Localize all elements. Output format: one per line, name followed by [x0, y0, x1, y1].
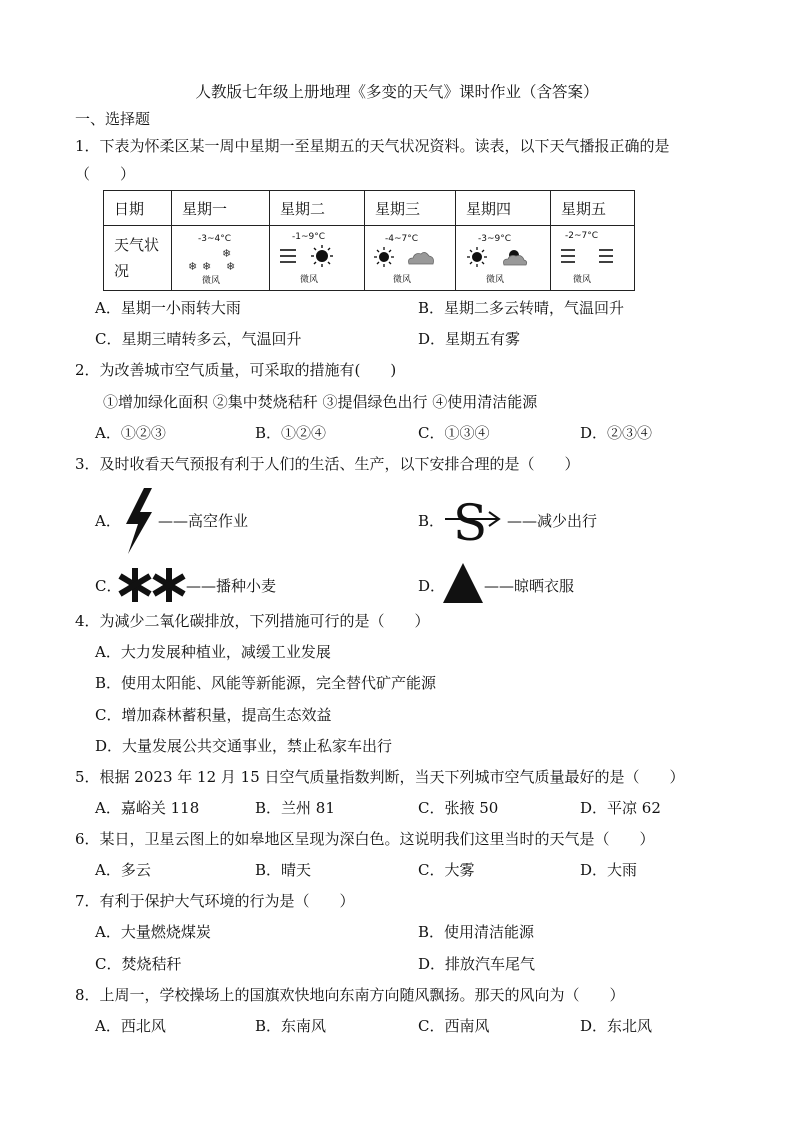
sunny-to-partly-cloudy-icon [466, 246, 530, 268]
q6-stem: 6．某日，卫星云图上的如皋地区呈现为深白色。这说明我们这里当时的天气是（ ） [75, 830, 655, 848]
q3-option-b-letter: B． [418, 512, 445, 530]
q2-option-d: D．②③④ [580, 424, 653, 442]
q5-option-d: D．平凉 62 [580, 799, 661, 817]
wind-tue: 微风 [300, 275, 319, 285]
svg-text:❄: ❄ [202, 260, 212, 272]
q3-stem: 3．及时收看天气预报有利于人们的生活、生产，以下安排合理的是（ ） [75, 455, 580, 473]
q1-stem: 1．下表为怀柔区某一周中星期一至星期五的天气状况资料。读表，以下天气播报正确的是 [75, 137, 670, 155]
q3-option-d-letter: D． [418, 577, 446, 595]
section-heading: 一、选择题 [75, 110, 151, 128]
q5-option-a: A．嘉峪关 118 [95, 799, 200, 817]
q8-option-b: B．东南风 [255, 1017, 327, 1035]
svg-text:S: S [453, 496, 488, 544]
q8-option-d: D．东北风 [580, 1017, 653, 1035]
fog-to-sunny-icon [278, 244, 338, 270]
svg-text:❄: ❄ [222, 247, 232, 260]
table-day-1: 星期一 [172, 191, 270, 226]
temp-fri: -2~7°C [565, 231, 599, 241]
wind-s-arrow-icon [445, 496, 505, 544]
q3-option-a-text: ——高空作业 [158, 512, 249, 530]
weather-cell-tue [270, 226, 365, 291]
q4-option-a: A．大力发展种植业，减缓工业发展 [95, 643, 331, 661]
table-day-3: 星期三 [365, 191, 456, 226]
q8-stem: 8．上周一，学校操场上的国旗欢快地向东南方向随风飘扬。那天的风向为（ ） [75, 986, 625, 1004]
weather-cell-fri [551, 226, 635, 291]
q7-option-a: A．大量燃烧煤炭 [95, 923, 211, 941]
q1-option-b: B．星期二多云转晴，气温回升 [418, 299, 625, 317]
q3-option-b-text: ——减少出行 [507, 512, 598, 530]
sandstorm-triangle-icon [442, 562, 484, 604]
q2-option-c: C．①③④ [418, 424, 490, 442]
q2-items: ①增加绿化面积 ②集中焚烧秸秆 ③提倡绿色出行 ④使用清洁能源 [103, 393, 538, 411]
q4-option-b: B．使用太阳能、风能等新能源，完全替代矿产能源 [95, 674, 437, 692]
q1-option-d: D．星期五有雾 [418, 330, 521, 348]
temp-wed: -4~7°C [385, 234, 419, 244]
q4-option-c: C．增加森林蓄积量，提高生态效益 [95, 706, 332, 724]
q5-option-c: C．张掖 50 [418, 799, 499, 817]
weather-cell-thu [456, 226, 551, 291]
sunny-to-cloudy-icon [373, 246, 437, 268]
temp-tue: -1~9°C [292, 232, 326, 242]
table-day-4: 星期四 [456, 191, 551, 226]
weather-table [103, 190, 635, 291]
q3-option-c-text: ——播种小麦 [186, 577, 277, 595]
svg-text:❄: ❄ [188, 260, 198, 272]
weather-cell-mon [172, 226, 270, 291]
page-title: 人教版七年级上册地理《多变的天气》课时作业（含答案） [195, 83, 599, 101]
q1-option-a: A．星期一小雨转大雨 [95, 299, 241, 317]
q5-option-b: B．兰州 81 [255, 799, 335, 817]
q8-option-c: C．西南风 [418, 1017, 490, 1035]
wind-mon: 微风 [202, 276, 221, 286]
q7-option-c: C．焚烧秸秆 [95, 955, 182, 973]
wind-thu: 微风 [486, 275, 505, 285]
q6-option-d: D．大雨 [580, 861, 638, 879]
q6-option-c: C．大雾 [418, 861, 475, 879]
weather-label-line1: 天气状 [114, 236, 160, 254]
q4-stem: 4．为减少二氧化碳排放，下列措施可行的是（ ） [75, 612, 430, 630]
q3-option-c-letter: C． [95, 577, 122, 595]
weather-cell-wed [365, 226, 456, 291]
table-header-date: 日期 [104, 191, 172, 226]
q7-option-d: D．排放汽车尾气 [418, 955, 536, 973]
q4-option-d: D．大量发展公共交通事业，禁止私家车出行 [95, 737, 393, 755]
wind-fri: 微风 [573, 275, 592, 285]
q3-option-a-letter: A． [95, 512, 121, 530]
temp-thu: -3~9°C [478, 234, 512, 244]
q2-stem: 2．为改善城市空气质量，可采取的措施有( ) [75, 361, 397, 379]
q8-option-a: A．西北风 [95, 1017, 166, 1035]
wind-wed: 微风 [393, 275, 412, 285]
q6-option-a: A．多云 [95, 861, 151, 879]
table-day-5: 星期五 [551, 191, 635, 226]
table-weather-label [104, 226, 172, 291]
q5-stem: 5．根据 2023 年 12 月 15 日空气质量指数判断，当天下列城市空气质量最好的是（ ） [75, 768, 685, 786]
heavy-snow-icon [118, 566, 188, 604]
q3-option-d-text: ——晾晒衣服 [484, 577, 575, 595]
temp-mon: -3~4°C [198, 234, 232, 244]
q1-paren: （ ） [75, 165, 136, 183]
q2-option-a: A．①②③ [95, 424, 166, 442]
snow-icon [186, 246, 246, 272]
svg-text:❄: ❄ [226, 260, 236, 272]
q2-option-b: B．①②④ [255, 424, 327, 442]
weather-label-line2: 况 [114, 262, 130, 280]
fog-icon [559, 246, 619, 268]
q1-option-c: C．星期三晴转多云，气温回升 [95, 330, 302, 348]
q7-option-b: B．使用清洁能源 [418, 923, 535, 941]
table-day-2: 星期二 [270, 191, 365, 226]
lightning-icon [120, 488, 156, 554]
q6-option-b: B．晴天 [255, 861, 312, 879]
q7-stem: 7．有利于保护大气环境的行为是（ ） [75, 892, 355, 910]
